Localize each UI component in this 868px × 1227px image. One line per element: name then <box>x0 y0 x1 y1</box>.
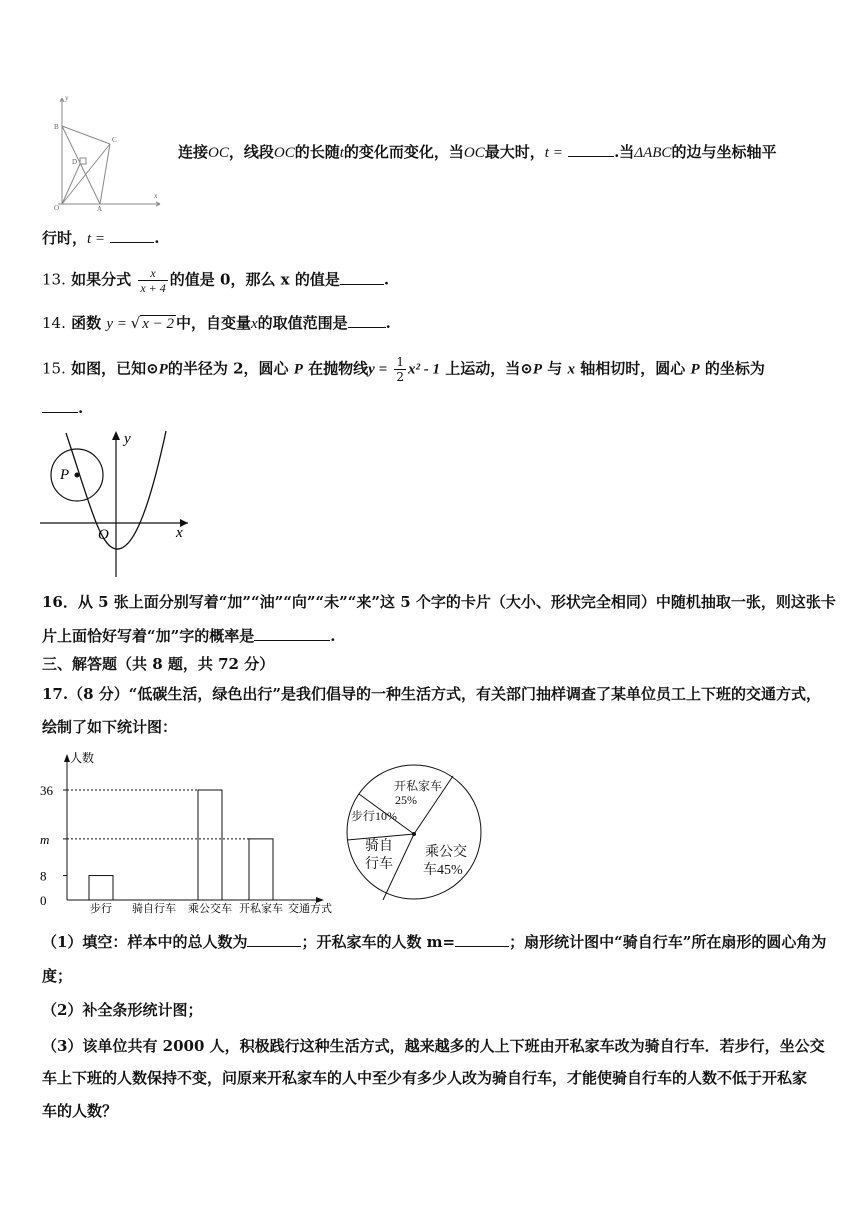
pie-label-bus-1: 乘公交 <box>425 845 467 860</box>
bar-chart-ytick-1: 8 <box>40 868 47 884</box>
q13-answer-blank[interactable] <box>340 270 384 285</box>
q12-label-y: y <box>65 94 69 102</box>
q15-figure <box>40 425 200 580</box>
q16-answer-blank[interactable] <box>254 626 330 641</box>
pie-label-bus-2: 车45% <box>423 863 463 878</box>
section-heading: 三、解答题（共 8 题，共 72 分） <box>42 655 275 673</box>
bar-category-1: 骑自行车 <box>132 903 176 915</box>
q17-part1-line1: （1）填空：样本中的总人数为 ；开私家车的人数 m= ；扇形统计图中“骑自行车”所在扇形的圆心角为 <box>42 933 827 951</box>
q12-label-A: A <box>97 205 103 212</box>
pie-label-walk: 步行10% <box>351 809 397 823</box>
q15-fig-label-P: P <box>60 467 70 483</box>
q17-part2: （2）补全条形统计图； <box>42 1001 203 1019</box>
q12-label-B: B <box>54 123 59 131</box>
q16-line2: 片上面恰好写着“加”字的概率是 . <box>42 627 336 645</box>
q12-answer-blank-2[interactable] <box>110 228 154 243</box>
q14-answer-blank[interactable] <box>348 313 386 328</box>
pie-pct-private-car: 25% <box>395 793 417 807</box>
pie-label-bike-1: 骑自 <box>365 839 393 854</box>
q12-label-D: D <box>72 158 78 166</box>
q12-label-C: C <box>112 136 117 144</box>
q12-line2: 行时，t = . <box>42 229 160 247</box>
bar-category-3: 开私家车 <box>239 903 283 915</box>
q13-fraction: $\frac{x}{x + 4}$ <box>140 266 166 295</box>
q12-label-x: x <box>154 192 158 200</box>
q15-line1: 15. 如图，已知⊙P的半径为 2，圆心 P 在抛物线y = $\frac{1}{2}$ x² - 1 上运动，当⊙P 与 x 轴相切时，圆心 P 的坐标为 <box>42 355 765 384</box>
q12-answer-blank-1[interactable] <box>568 142 614 157</box>
q12-label-O: O <box>54 204 60 212</box>
bar-chart-ytick-3: 36 <box>40 783 53 798</box>
q13-line: 13. 如果分式 $\frac{x}{x + 4}$ 的值是 0，那么 x 的值是 . <box>42 266 390 295</box>
q15-fraction: $\frac{1}{2}$ <box>396 355 405 384</box>
q12-line1: 连接OC，线段OC的长随t的变化而变化，当OC最大时，t = .当ΔABC的边与坐标轴平 <box>178 143 777 161</box>
bar-0 <box>89 876 113 900</box>
bar-chart-ytick-2: m <box>40 831 50 847</box>
bar-category-0: 步行 <box>90 903 112 915</box>
pie-label-private-car: 开私家车 <box>394 779 443 793</box>
q14-line: 14. 函数 y = √ x − 2 中，自变量x的取值范围是 . <box>42 314 391 332</box>
bar-3 <box>249 839 273 900</box>
q17-line2: 绘制了如下统计图： <box>42 718 178 736</box>
q12-figure <box>48 92 166 212</box>
bar-chart-xlabel: 交通方式 <box>288 903 332 915</box>
bar-category-2: 乘公交车 <box>188 903 232 915</box>
q17-answer-m[interactable] <box>455 932 509 947</box>
bar-chart <box>32 748 342 918</box>
q15-answer-blank[interactable] <box>42 398 78 413</box>
bar-chart-ylabel: 人数 <box>70 751 95 765</box>
q17-part3-line3: 车的人数？ <box>42 1102 118 1120</box>
q16-line1: 16．从 5 张上面分别写着“加”“油”“向”“未”“来”这 5 个字的卡片（大小、形状完全相同）中随机抽取一张，则这张卡 <box>42 593 836 611</box>
q17-line1: 17.（8 分）“低碳生活，绿色出行”是我们倡导的一种生活方式，有关部门抽样调查了某单位员工上下班的交通方式， <box>42 685 822 703</box>
q15-fig-label-O: O <box>98 527 109 543</box>
pie-chart <box>345 762 485 902</box>
q17-part1-line2: 度； <box>42 967 73 985</box>
bar-2 <box>198 790 222 900</box>
q15-line2: . <box>42 398 83 418</box>
q15-fig-label-x: x <box>176 525 183 541</box>
q15-fig-label-y: y <box>124 431 131 447</box>
q17-part3-line1: （3）该单位共有 2000 人，积极践行这种生活方式，越来越多的人上下班由开私家车改为骑自行车．若步行，坐公交 <box>42 1037 825 1055</box>
q17-answer-total[interactable] <box>247 932 301 947</box>
q17-part3-line2: 车上下班的人数保持不变，问原来开私家车的人中至少有多少人改为骑自行车，才能使骑自行车的人数不低于开私家 <box>42 1069 808 1087</box>
bar-chart-ytick-0: 0 <box>40 893 47 908</box>
pie-label-bike-2: 行车 <box>365 857 393 872</box>
